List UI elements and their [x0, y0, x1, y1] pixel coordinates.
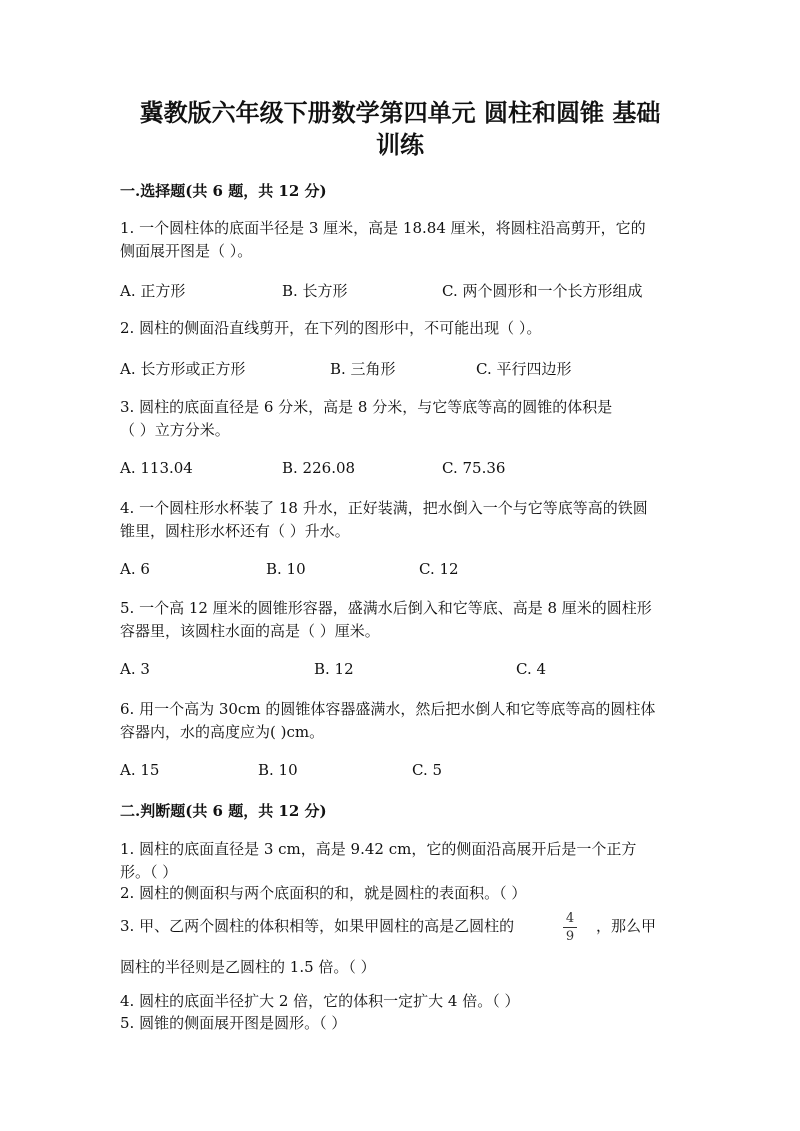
- statement-text: 2. 圆柱的侧面积与两个底面积的和，就是圆柱的表面积。（ ）: [120, 884, 527, 902]
- page-title-line2: 训练: [376, 130, 424, 159]
- section-heading-choice: 一.选择题(共 6 题，共 12 分): [120, 182, 327, 200]
- option-c[interactable]: C. 两个圆形和一个长方形组成: [442, 282, 643, 300]
- question-text: 2. 圆柱的侧面沿直线剪开，在下列的图形中，不可能出现（ ）。: [120, 319, 542, 337]
- statement-text: 形。（ ）: [120, 863, 178, 881]
- option-a[interactable]: A. 6: [120, 560, 150, 578]
- option-b[interactable]: B. 长方形: [282, 282, 348, 300]
- option-b[interactable]: B. 226.08: [282, 459, 356, 477]
- question-text: 1. 一个圆柱体的底面半径是 3 厘米，高是 18.84 厘米，将圆柱沿高剪开，它的: [120, 219, 646, 237]
- option-a[interactable]: A. 3: [120, 660, 150, 678]
- option-c[interactable]: C. 4: [516, 660, 547, 678]
- option-c[interactable]: C. 平行四边形: [476, 360, 572, 378]
- option-a[interactable]: A. 15: [120, 761, 160, 779]
- fraction-numerator: 4: [565, 911, 575, 926]
- option-c[interactable]: C. 75.36: [442, 459, 506, 477]
- statement-text: 5. 圆锥的侧面展开图是圆形。（ ）: [120, 1014, 347, 1032]
- statement-text: 3. 甲、乙两个圆柱的体积相等，如果甲圆柱的高是乙圆柱的: [120, 917, 515, 935]
- statement-text: 圆柱的半径则是乙圆柱的 1.5 倍。（ ）: [120, 958, 376, 976]
- option-a[interactable]: A. 113.04: [120, 459, 193, 477]
- question-text: 容器内，水的高度应为( )cm。: [120, 723, 325, 741]
- option-a[interactable]: A. 正方形: [120, 282, 186, 300]
- question-text: 5. 一个高 12 厘米的圆锥形容器，盛满水后倒入和它等底、高是 8 厘米的圆柱形: [120, 599, 652, 617]
- option-b[interactable]: B. 12: [314, 660, 354, 678]
- fraction-four-ninths: [563, 911, 577, 944]
- option-c[interactable]: C. 5: [412, 761, 443, 779]
- statement-text: ，那么甲: [596, 917, 657, 935]
- option-b[interactable]: B. 10: [258, 761, 298, 779]
- option-c[interactable]: C. 12: [419, 560, 459, 578]
- question-text: 侧面展开图是（ ）。: [120, 242, 253, 260]
- option-b[interactable]: B. 10: [266, 560, 306, 578]
- fraction-denominator: 9: [565, 929, 575, 944]
- section-heading-judge: 二.判断题(共 6 题，共 12 分): [120, 802, 327, 820]
- option-a[interactable]: A. 长方形或正方形: [120, 360, 246, 378]
- question-text: 4. 一个圆柱形水杯装了 18 升水，正好装满，把水倒入一个与它等底等高的铁圆: [120, 499, 648, 517]
- question-text: 6. 用一个高为 30cm 的圆锥体容器盛满水，然后把水倒人和它等底等高的圆柱体: [120, 700, 656, 718]
- question-text: （ ）立方分米。: [120, 421, 230, 439]
- question-text: 3. 圆柱的底面直径是 6 分米，高是 8 分米，与它等底等高的圆锥的体积是: [120, 398, 613, 416]
- statement-text: 4. 圆柱的底面半径扩大 2 倍，它的体积一定扩大 4 倍。（ ）: [120, 992, 520, 1010]
- page-title: 冀教版六年级下册数学第四单元 圆柱和圆锥 基础: [139, 98, 661, 127]
- option-b[interactable]: B. 三角形: [330, 360, 396, 378]
- question-text: 容器里，该圆柱水面的高是（ ）厘米。: [120, 622, 380, 640]
- question-text: 锥里，圆柱形水杯还有（ ）升水。: [120, 522, 350, 540]
- statement-text: 1. 圆柱的底面直径是 3 cm，高是 9.42 cm，它的侧面沿高展开后是一个正方: [120, 840, 637, 858]
